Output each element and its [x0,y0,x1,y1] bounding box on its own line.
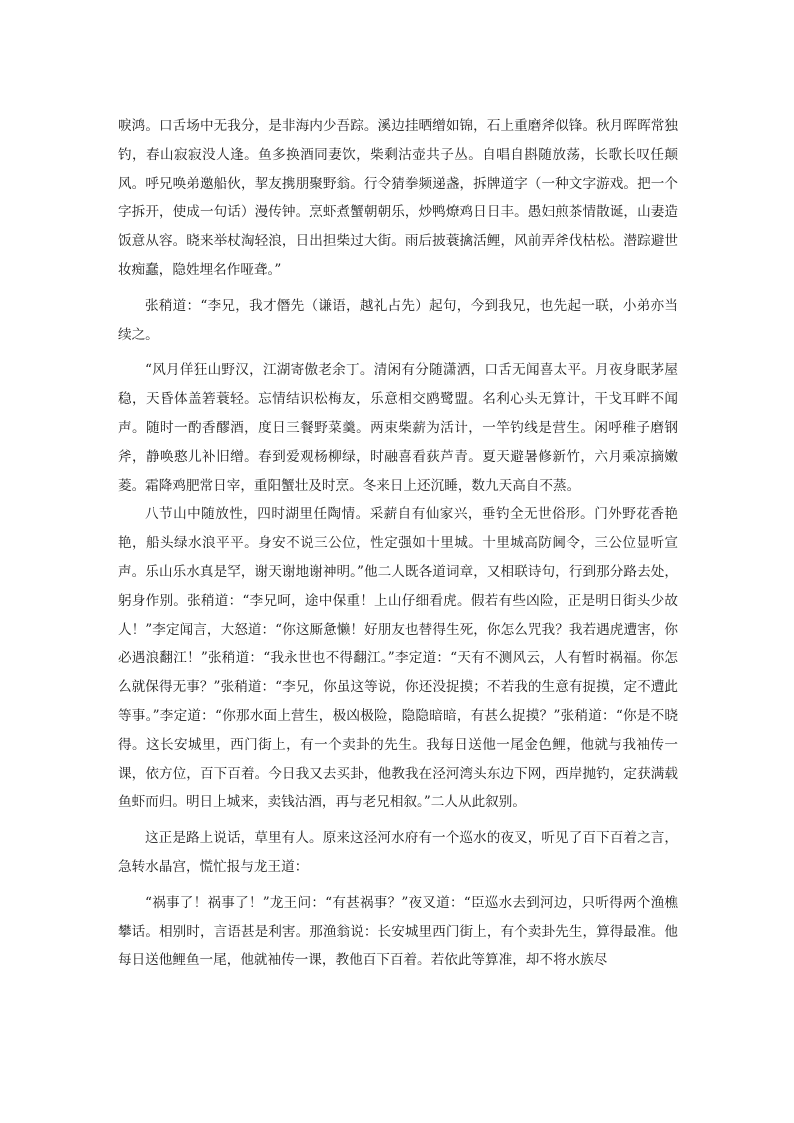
paragraph-farewell-dialogue: 八节山中随放性，四时湖里任陶情。采薪自有仙家兴，垂钓全无世俗形。门外野花香艳艳，船头绿水浪平平。身安不说三公位，性定强如十里城。十里城高防阃令，三公位显听宣声。乐山乐水真是罕，谢天谢地谢神明。”他二人既各道词章，又相联诗句，行到那分路去处，躬身作别。张稍道：“李兄呵，途中保重！上山仔细看虎。假若有些凶险，正是明日街头少故人！”李定闻言，大怒道：“你这厮惫懒！好朋友也替得生死，你怎么咒我？我若遇虎遭害，你必遇浪翻江！”张稍道：“我永世也不得翻江。”李定道：“天有不测风云，人有暂时祸福。你怎么就保得无事？”张稍道：“李兄，你虽这等说，你还没捉摸；不若我的生意有捉摸，定不遭此等事。”李定道：“你那水面上营生，极凶极险，隐隐暗暗，有甚么捉摸？”张稍道：“你是不晓得。这长安城里，西门街上，有一个卖卦的先生。我每日送他一尾金色鲤，他就与我袖传一课，依方位，百下百着。今日我又去买卦，他教我在泾河湾头东边下网，西岸抛钓，定获满载鱼虾而归。明日上城来，卖钱沽酒，再与老兄相叙。”二人从此叙别。 [118,506,678,811]
paragraph-yaksha-report: “祸事了！祸事了！”龙王问：“有甚祸事？”夜叉道：“臣巡水去到河边，只听得两个渔樵攀话。相别时，言语甚是利害。那渔翁说：长安城里西门街上，有个卖卦先生，算得最准。他每日送他鲤鱼一尾，他就袖传一课，教他百下百着。若依此等算准，却不将水族尽 [118,894,678,969]
paragraph-yaksha-overhears: 这正是路上说话，草里有人。原来这泾河水府有一个巡水的夜叉，听见了百下百着之言，急转水晶宫，慌忙报与龙王道： [118,830,678,875]
paragraph-woodcutter-verse: “风月佯狂山野汉，江湖寄傲老余丁。清闲有分随潇洒，口舌无闻喜太平。月夜身眠茅屋稳，天昏体盖箬蓑轻。忘情结识松梅友，乐意相交鸥鹭盟。名利心头无算计，干戈耳畔不闻声。随时一酌香醪酒，度日三餐野菜羹。两束柴薪为活计，一竿钓线是营生。闲呼稚子磨钢斧，静唤憨儿补旧缯。春到爱观杨柳绿，时融喜看荻芦青。夏天避暑修新竹，六月乘凉摘嫩菱。霜降鸡肥常日宰，重阳蟹壮及时烹。冬来日上还沉睡，数九天高自不蒸。 [118,362,678,494]
document-body [118,112,678,975]
paragraph-zhang-shao-invites: 张稍道：“李兄，我才僭先（谦语，越礼占先）起句，今到我兄，也先起一联，小弟亦当续之。 [118,297,678,343]
paragraph-fisherman-verse: 唳鸿。口舌场中无我分，是非海内少吾踪。溪边挂晒缯如锦，石上重磨斧似锋。秋月晖晖常独钓，春山寂寂没人逢。鱼多换酒同妻饮，柴剩沽壶共子丛。自唱自斟随放荡，长歌长叹任颠风。呼兄唤弟邀船伙，挈友携朋聚野翁。行令猜拳频递盏，拆牌道字（一种文字游戏。把一个字拆开，使成一句话）漫传钟。烹虾煮蟹朝朝乐，炒鸭燎鸡日日丰。愚妇煎茶情散诞，山妻造饭意从容。晓来举杖淘轻浪，日出担柴过大街。雨后披蓑擒活鲤，风前弄斧伐枯松。潜踪避世妆痴蠢，隐姓埋名作哑聋。” [118,118,678,278]
